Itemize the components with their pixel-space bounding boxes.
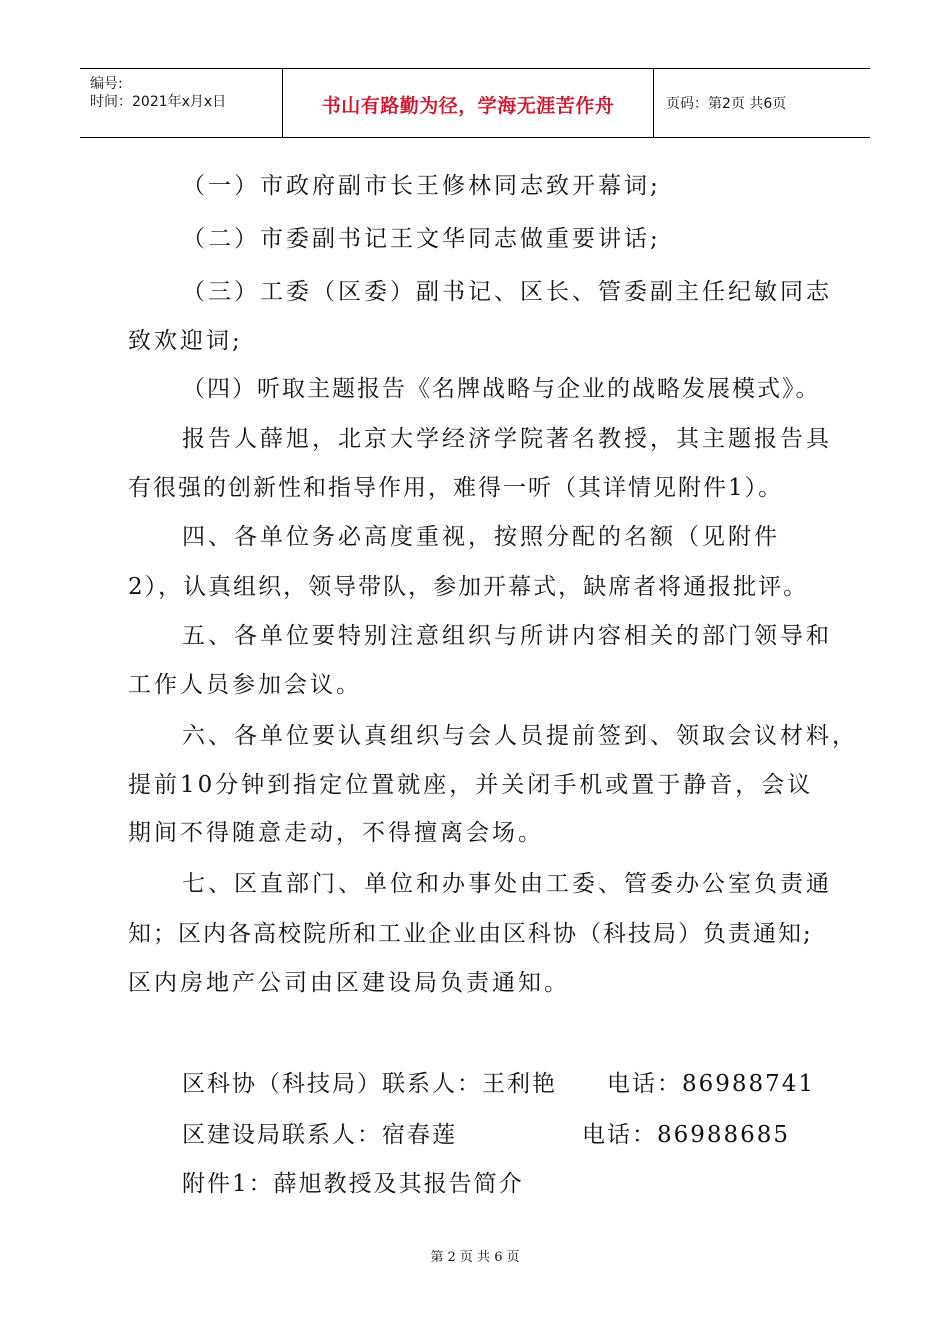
body-line: 七、区直部门、单位和办事处由工委、管委办公室负责通 [182,871,832,897]
attachment-line: 附件1：薛旭教授及其报告简介 [182,1171,524,1197]
motto: 书山有路勤为径，学海无涯苦作舟 [321,95,615,117]
body-line: 知；区内各高校院所和工业企业由区科协（科技局）负责通知; [128,921,813,947]
document-number: 编号: [90,76,123,92]
document-date: 时间：2021年x月x日 [90,94,227,110]
body-line: （二）市委副书记王文华同志做重要讲话; [182,226,661,252]
body-line: 有很强的创新性和指导作用，难得一听（其详情见附件1）。 [128,475,784,501]
body-line: 2），认真组织，领导带队，参加开幕式，缺席者将通报批评。 [128,574,809,600]
body-line: （一）市政府副市长王修林同志致开幕词; [182,173,661,199]
header-page-cell [654,69,870,137]
body-line: 报告人薛旭，北京大学经济学院著名教授，其主题报告具 [182,426,832,452]
body-line: 六、各单位要认真组织与会人员提前签到、领取会议材料， [182,723,858,749]
body-line: 工作人员参加会议。 [128,672,362,698]
body-line: 区内房地产公司由区建设局负责通知。 [128,970,570,996]
contact-line: 区建设局联系人：宿春莲 电话：86988685 [182,1122,791,1148]
body-line: （三）工委（区委）副书记、区长、管委副主任纪敏同志 [182,279,832,305]
page-footer: 第 2 页 共 6 页 [430,1250,520,1265]
body-line: 提前10分钟到指定位置就座，并关闭手机或置于静音，会议 [128,772,814,798]
body-line: 期间不得随意走动，不得擅离会场。 [128,820,544,846]
header-meta [80,69,283,137]
page-header [80,68,870,138]
body-line: 致欢迎词; [128,328,243,354]
body-line: 四、各单位务必高度重视，按照分配的名额（见附件 [182,524,780,550]
contact-line: 区科协（科技局）联系人：王利艳 电话：86988741 [182,1071,816,1097]
page-number: 页码：第2页 共6页 [666,96,787,112]
header-motto-cell [283,69,654,137]
body-line: （四）听取主题报告《名牌战略与企业的战略发展模式》。 [182,376,821,402]
body-line: 五、各单位要特别注意组织与所讲内容相关的部门领导和 [182,623,832,649]
